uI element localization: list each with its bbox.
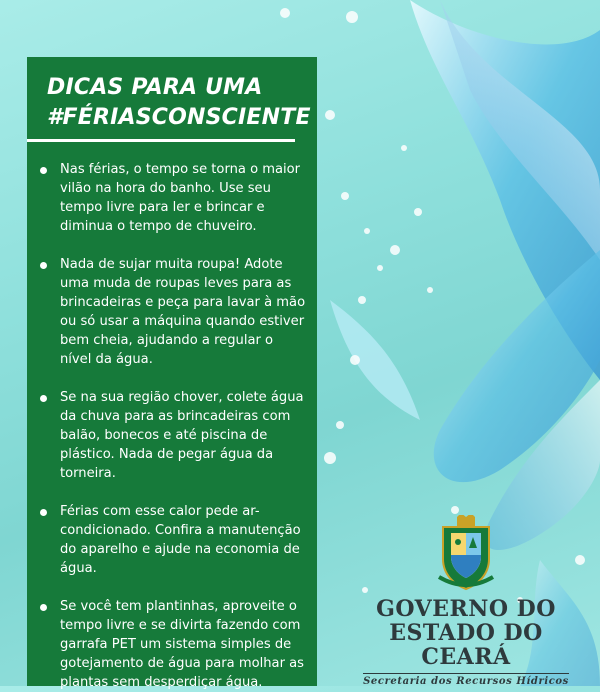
tip-item [60,502,307,578]
tip-text: Se você tem plantinhas, aproveite o tempo livre e se divirta fazendo com garrafa PET um sistema simples de gotejamento de água para molhar as plantas sem desperdiçar água. [60,599,304,690]
tip-text: Se na sua região chover, colete água da chuva para as brincadeiras com balão, bonecos e até piscina de plástico. Nada de pegar água da torneira. [60,390,304,481]
department-name: Secretaria dos Recursos Hídricos [363,673,569,687]
bullet-icon [40,395,47,402]
tips-panel [27,57,317,690]
tip-text: Férias com esse calor pede ar-condicionado. Confira a manutenção do aparelho e ajude na economia de água. [60,504,301,576]
bullet-icon [40,604,47,611]
tip-item [60,597,307,692]
panel-title [47,73,317,133]
logo-line-2: ESTADO DO CEARÁ [389,620,543,670]
bullet-icon [40,262,47,269]
tip-text: Nada de sujar muita roupa! Adote uma muda de roupas leves para as brincadeiras e peça para lavar à mão ou só usar a máquina quando estiver bem cheia, ajudando a regular o nível da água. [60,257,306,367]
logo-line-1: GOVERNO DO [376,596,556,622]
ceara-coat-of-arms-icon [435,515,497,591]
tip-text: Nas férias, o tempo se torna o maior vilão na hora do banho. Use seu tempo livre para ler e brincar e diminua o tempo de chuveiro. [60,162,301,234]
tips-list [27,160,317,692]
bullet-icon [40,509,47,516]
tip-item [60,255,307,369]
bullet-icon [40,167,47,174]
tip-item [60,388,307,483]
title-underline [27,139,295,142]
government-logo [350,515,582,688]
title-line-1: DICAS PARA UMA [47,75,263,100]
tip-item [60,160,307,236]
title-line-2: #FÉRIASCONSCIENTE [47,105,311,130]
